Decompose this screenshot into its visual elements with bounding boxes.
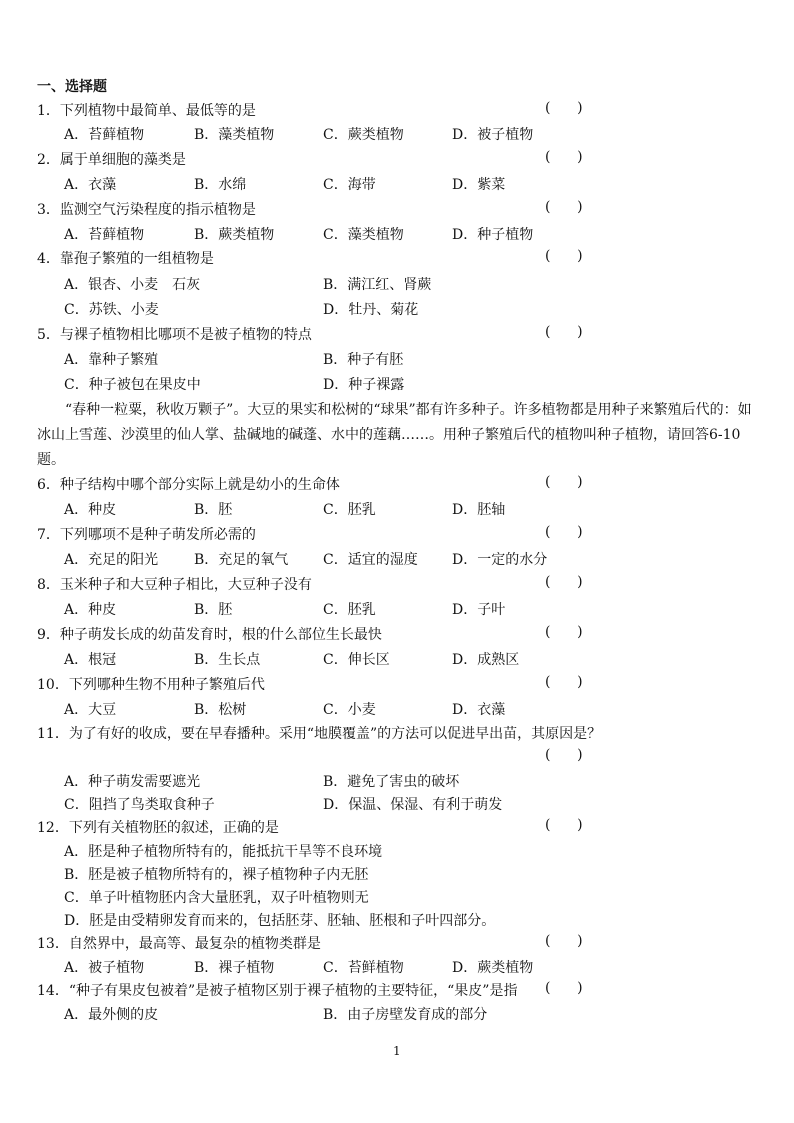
question-8-stem: 8．玉米种子和大豆种子相比，大豆种子没有 [37,577,312,593]
option-d: D．蕨类植物 [452,960,534,976]
reading-passage: “春种一粒粟，秋收万颗子”。大豆的果实和松树的“球果”都有许多种子。许多植物都是用种子来繁殖后代的：如冰山上雪莲、沙漠里的仙人掌、盐碱地的碱蓬、水中的莲藕……。用种子繁殖后代的植物叫种子植物，请回答6-10题。 [37,402,752,468]
option-b: B．裸子植物 [194,960,275,976]
option-d: D．种子植物 [452,227,534,243]
question-6-stem: 6．种子结构中哪个部分实际上就是幼小的生命体 [37,477,340,493]
option-d: D．一定的水分 [452,552,548,568]
option-c: C．单子叶植物胚内含大量胚乳，双子叶植物则无 [64,890,369,906]
answer-paren: ( ) [545,324,583,340]
answer-paren: ( ) [545,624,583,640]
option-a: A．大豆 [64,702,117,718]
option-c: C．苏铁、小麦 [64,302,159,318]
option-a: A．苔藓植物 [64,227,145,243]
answer-paren: ( ) [545,524,583,540]
option-b: B．生长点 [194,652,261,668]
answer-paren: ( ) [545,674,583,690]
option-c: C．种子被包在果皮中 [64,377,201,393]
option-a: A．最外侧的皮 [64,1007,159,1023]
answer-paren: ( ) [545,100,583,116]
option-c: C．藻类植物 [323,227,404,243]
option-b: B．松树 [194,702,247,718]
answer-paren: ( ) [545,199,583,215]
option-b: B．蕨类植物 [194,227,275,243]
option-a: A．胚是种子植物所特有的，能抵抗干旱等不良环境 [64,844,383,860]
option-d: D．种子裸露 [323,377,405,393]
option-c: C．小麦 [323,702,376,718]
answer-paren: ( ) [545,474,583,490]
option-c: C．海带 [323,177,376,193]
option-d: D．牡丹、菊花 [323,302,419,318]
option-b: B．藻类植物 [194,127,275,143]
option-d: D．衣藻 [452,702,506,718]
option-b: B．由子房壁发育成的部分 [323,1007,488,1023]
option-d: D．保温、保湿、有利于萌发 [323,797,503,813]
question-7-stem: 7．下列哪项不是种子萌发所必需的 [37,527,256,543]
answer-paren: ( ) [545,574,583,590]
option-a: A．被子植物 [64,960,145,976]
page-number: 1 [393,1044,401,1058]
option-d: D．子叶 [452,602,506,618]
option-d: D．胚是由受精卵发育而来的，包括胚芽、胚轴、胚根和子叶四部分。 [64,913,496,929]
option-c: C．蕨类植物 [323,127,404,143]
option-c: C．苔鲜植物 [323,960,404,976]
question-4-stem: 4．靠孢子繁殖的一组植物是 [37,251,214,267]
question-2-stem: 2．属于单细胞的藻类是 [37,152,186,168]
option-b: B．水绵 [194,177,247,193]
answer-paren: ( ) [545,248,583,264]
answer-paren: ( ) [545,980,583,996]
answer-paren: ( ) [545,817,583,833]
option-a: A．充足的阳光 [64,552,159,568]
question-9-stem: 9．种子萌发长成的幼苗发育时，根的什么部位生长最快 [37,627,382,643]
option-c: C．胚乳 [323,602,376,618]
section-title: 一、选择题 [37,79,107,95]
option-d: D．胚轴 [452,502,506,518]
option-b: B．种子有胚 [323,352,404,368]
question-10-stem: 10．下列哪种生物不用种子繁殖后代 [37,677,265,693]
option-a: A．衣藻 [64,177,117,193]
option-d: D．被子植物 [452,127,534,143]
option-a: A．苔藓植物 [64,127,145,143]
question-12-stem: 12．下列有关植物胚的叙述，正确的是 [37,820,279,836]
question-1-stem: 1．下列植物中最简单、最低等的是 [37,103,256,119]
option-a: A．靠种子繁殖 [64,352,159,368]
option-b: B．充足的氧气 [194,552,289,568]
question-14-stem: 14．“种子有果皮包被着”是被子植物区别于裸子植物的主要特征，“果皮”是指 [37,983,518,999]
option-a: A．种子萌发需要遮光 [64,774,201,790]
answer-paren: ( ) [545,933,583,949]
option-c: C．阻挡了鸟类取食种子 [64,797,215,813]
option-a: A．种皮 [64,602,117,618]
option-a: A．银杏、小麦 石灰 [64,277,201,293]
option-b: B．胚 [194,502,233,518]
option-d: D．成熟区 [452,652,520,668]
answer-paren: ( ) [545,149,583,165]
question-3-stem: 3．监测空气污染程度的指示植物是 [37,202,256,218]
option-b: B．胚 [194,602,233,618]
option-c: C．胚乳 [323,502,376,518]
option-c: C．适宜的湿度 [323,552,418,568]
option-b: B．胚是被子植物所特有的，裸子植物种子内无胚 [64,867,369,883]
option-a: A．根冠 [64,652,117,668]
option-d: D．紫菜 [452,177,506,193]
question-13-stem: 13．自然界中，最高等、最复杂的植物类群是 [37,936,321,952]
option-c: C．伸长区 [323,652,390,668]
answer-paren: ( ) [545,747,583,763]
question-11-stem: 11．为了有好的收成，要在早春播种。采用“地膜覆盖”的方法可以促进早出苗，其原因是？ [37,726,602,742]
option-b: B．避免了害虫的破坏 [323,774,460,790]
option-a: A．种皮 [64,502,117,518]
question-5-stem: 5．与裸子植物相比哪项不是被子植物的特点 [37,327,312,343]
option-b: B．满江红、肾蕨 [323,277,432,293]
